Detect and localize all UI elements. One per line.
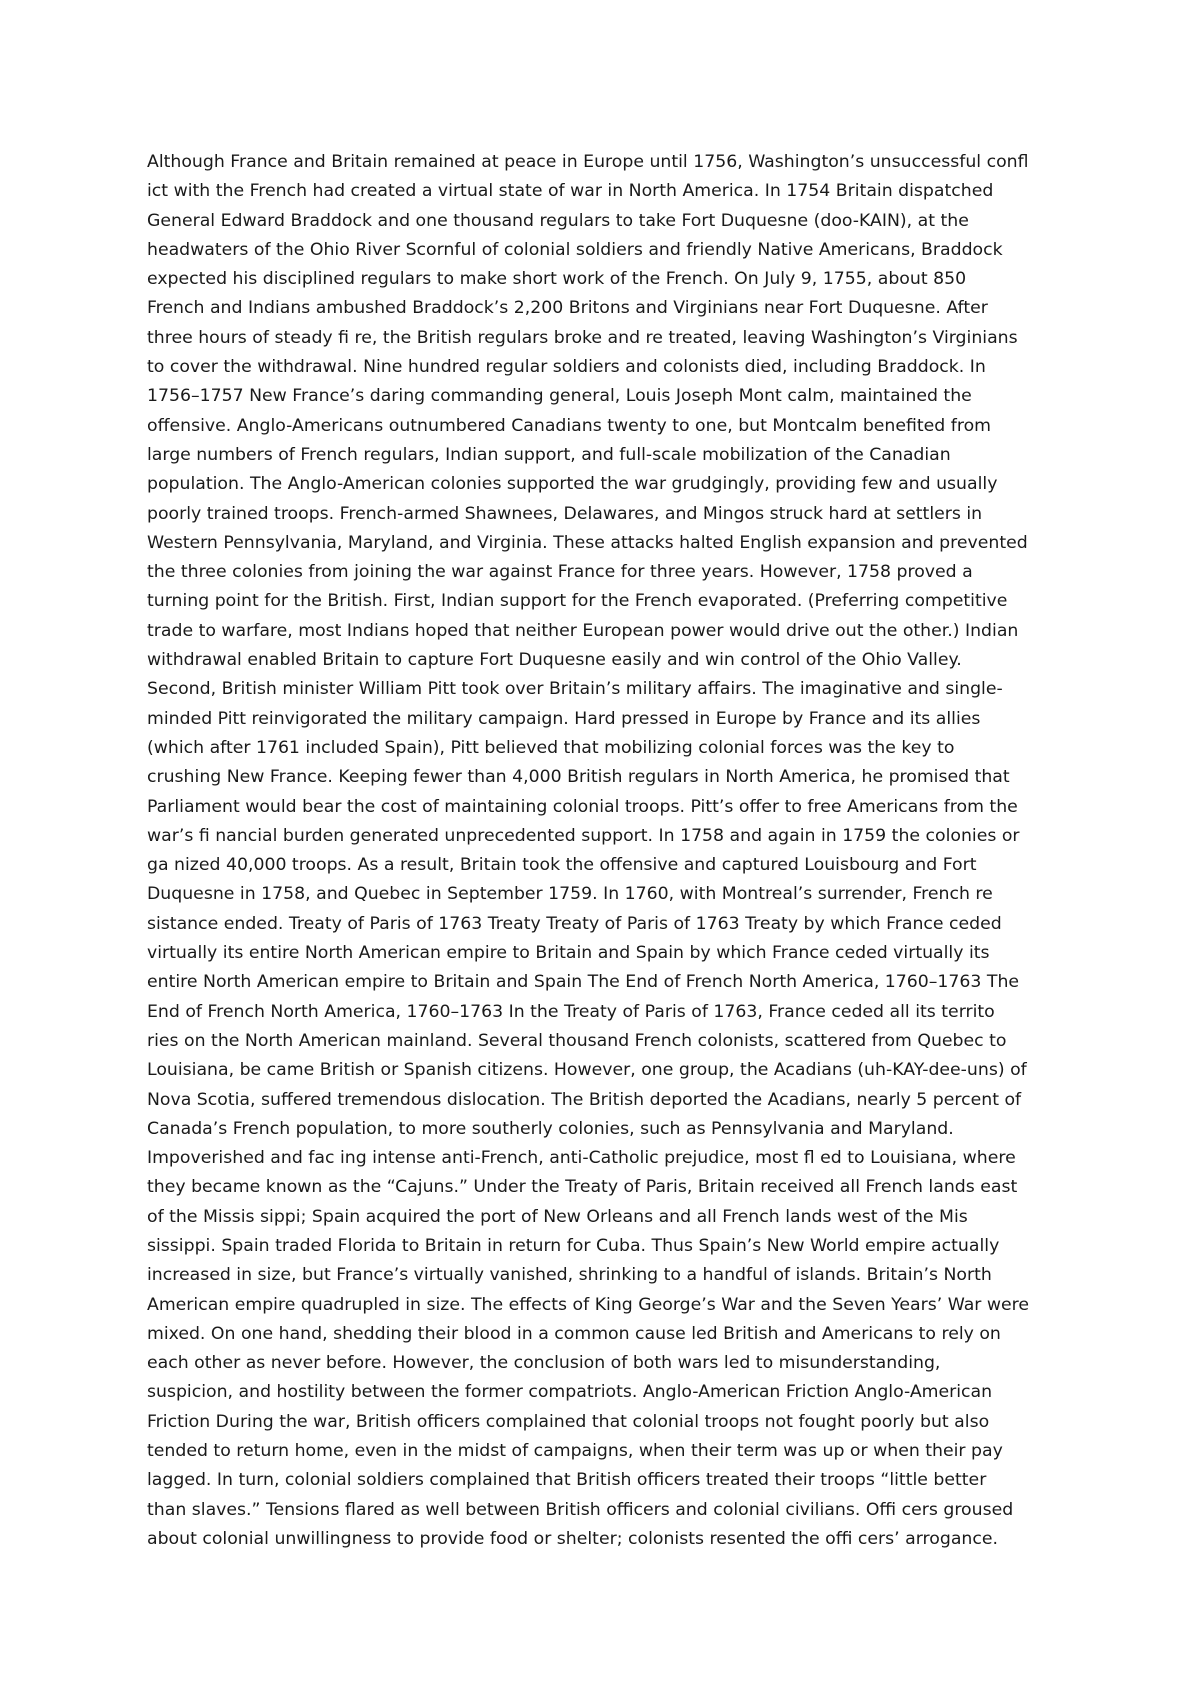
text-line: Friction During the war, British officers complained that colonial troops not fought poorly but also: [147, 1411, 990, 1432]
text-line: suspicion, and hostility between the former compatriots. Anglo-American Friction Anglo-American: [147, 1382, 993, 1403]
text-line: expected his disciplined regulars to make short work of the French. On July 9, 1755, about 850: [147, 269, 967, 290]
text-line: trade to warfare, most Indians hoped that neither European power would drive out the other.) Indian: [147, 620, 1019, 641]
text-line: than slaves.” Tensions flared as well between British officers and colonial civilians. Offi cers groused: [147, 1499, 1014, 1520]
body-paragraph: [147, 148, 1067, 1554]
text-line: Parliament would bear the cost of maintaining colonial troops. Pitt’s offer to free Americans from the: [147, 796, 1018, 817]
text-line: offensive. Anglo-Americans outnumbered Canadians twenty to one, but Montcalm benefited from: [147, 415, 991, 436]
text-line: each other as never before. However, the conclusion of both wars led to misunderstanding,: [147, 1353, 941, 1374]
text-line: population. The Anglo-American colonies supported the war grudgingly, providing few and usually: [147, 474, 998, 495]
text-line: Second, British minister William Pitt took over Britain’s military affairs. The imaginative and single-: [147, 679, 1003, 700]
text-line: American empire quadrupled in size. The effects of King George’s War and the Seven Years’ War were: [147, 1294, 1030, 1315]
text-line: Impoverished and fac ing intense anti-French, anti-Catholic prejudice, most fl ed to Louisiana, where: [147, 1148, 1016, 1169]
text-line: Nova Scotia, suffered tremendous dislocation. The British deported the Acadians, nearly 5 percent of: [147, 1089, 1022, 1110]
text-line: poorly trained troops. French-armed Shawnees, Delawares, and Mingos struck hard at settlers in: [147, 503, 983, 524]
text-line: war’s fi nancial burden generated unprecedented support. In 1758 and again in 1759 the colonies or: [147, 825, 1020, 846]
text-line: about colonial unwillingness to provide food or shelter; colonists resented the offi cers’ arrogance.: [147, 1528, 998, 1549]
text-line: tended to return home, even in the midst of campaigns, when their term was up or when their pay: [147, 1441, 1003, 1462]
text-line: three hours of steady fi re, the British regulars broke and re treated, leaving Washington’s Virginians: [147, 327, 1018, 348]
text-line: Canada’s French population, to more southerly colonies, such as Pennsylvania and Maryland.: [147, 1118, 954, 1139]
text-line: sissippi. Spain traded Florida to Britain in return for Cuba. Thus Spain’s New World empire actually: [147, 1235, 1000, 1256]
text-line: headwaters of the Ohio River Scornful of colonial soldiers and friendly Native Americans, Braddock: [147, 239, 1003, 260]
text-line: French and Indians ambushed Braddock’s 2,200 Britons and Virginians near Fort Duquesne. After: [147, 298, 988, 319]
text-line: Duquesne in 1758, and Quebec in September 1759. In 1760, with Montreal’s surrender, French re: [147, 884, 993, 905]
text-line: crushing New France. Keeping fewer than 4,000 British regulars in North America, he promised that: [147, 767, 1010, 788]
text-line: (which after 1761 included Spain), Pitt believed that mobilizing colonial forces was the key to: [147, 737, 955, 758]
text-line: ict with the French had created a virtual state of war in North America. In 1754 Britain dispatched: [147, 181, 994, 202]
text-line: increased in size, but France’s virtually vanished, shrinking to a handful of islands. Britain’s North: [147, 1265, 992, 1286]
text-line: 1756–1757 New France’s daring commanding general, Louis Joseph Mont calm, maintained the: [147, 386, 972, 407]
text-line: lagged. In turn, colonial soldiers complained that British officers treated their troops “little better: [147, 1470, 987, 1491]
text-line: Western Pennsylvania, Maryland, and Virginia. These attacks halted English expansion and prevented: [147, 532, 1028, 553]
text-line: sistance ended. Treaty of Paris of 1763 Treaty Treaty of Paris of 1763 Treaty by which France ceded: [147, 913, 1002, 934]
text-line: General Edward Braddock and one thousand regulars to take Fort Duquesne (doo-KAIN), at the: [147, 210, 969, 231]
text-line: turning point for the British. First, Indian support for the French evaporated. (Preferring competitive: [147, 591, 1008, 612]
text-line: mixed. On one hand, shedding their blood in a common cause led British and Americans to rely on: [147, 1323, 1001, 1344]
text-line: large numbers of French regulars, Indian support, and full-scale mobilization of the Canadian: [147, 444, 951, 465]
text-line: Although France and Britain remained at peace in Europe until 1756, Washington’s unsuccessful confl: [147, 152, 1029, 172]
text-line: virtually its entire North American empire to Britain and Spain by which France ceded virtually its: [147, 943, 990, 964]
text-line: to cover the withdrawal. Nine hundred regular soldiers and colonists died, including Braddock. In: [147, 357, 986, 378]
text-line: minded Pitt reinvigorated the military campaign. Hard pressed in Europe by France and its allies: [147, 708, 981, 729]
text-line: they became known as the “Cajuns.” Under the Treaty of Paris, Britain received all French lands east: [147, 1177, 1018, 1198]
text-line: of the Missis sippi; Spain acquired the port of New Orleans and all French lands west of the Mis: [147, 1206, 968, 1227]
text-line: withdrawal enabled Britain to capture Fort Duquesne easily and win control of the Ohio Valley.: [147, 650, 962, 671]
text-line: ga nized 40,000 troops. As a result, Britain took the offensive and captured Louisbourg and Fort: [147, 855, 977, 876]
text-line: Louisiana, be came British or Spanish citizens. However, one group, the Acadians (uh-KAY-dee-uns) of: [147, 1060, 1027, 1081]
text-line: End of French North America, 1760–1763 In the Treaty of Paris of 1763, France ceded all its territo: [147, 1001, 995, 1022]
text-line: entire North American empire to Britain and Spain The End of French North America, 1760–1763 The: [147, 972, 1020, 993]
text-line: ries on the North American mainland. Several thousand French colonists, scattered from Quebec to: [147, 1030, 1007, 1051]
text-line: the three colonies from joining the war against France for three years. However, 1758 proved a: [147, 562, 973, 583]
